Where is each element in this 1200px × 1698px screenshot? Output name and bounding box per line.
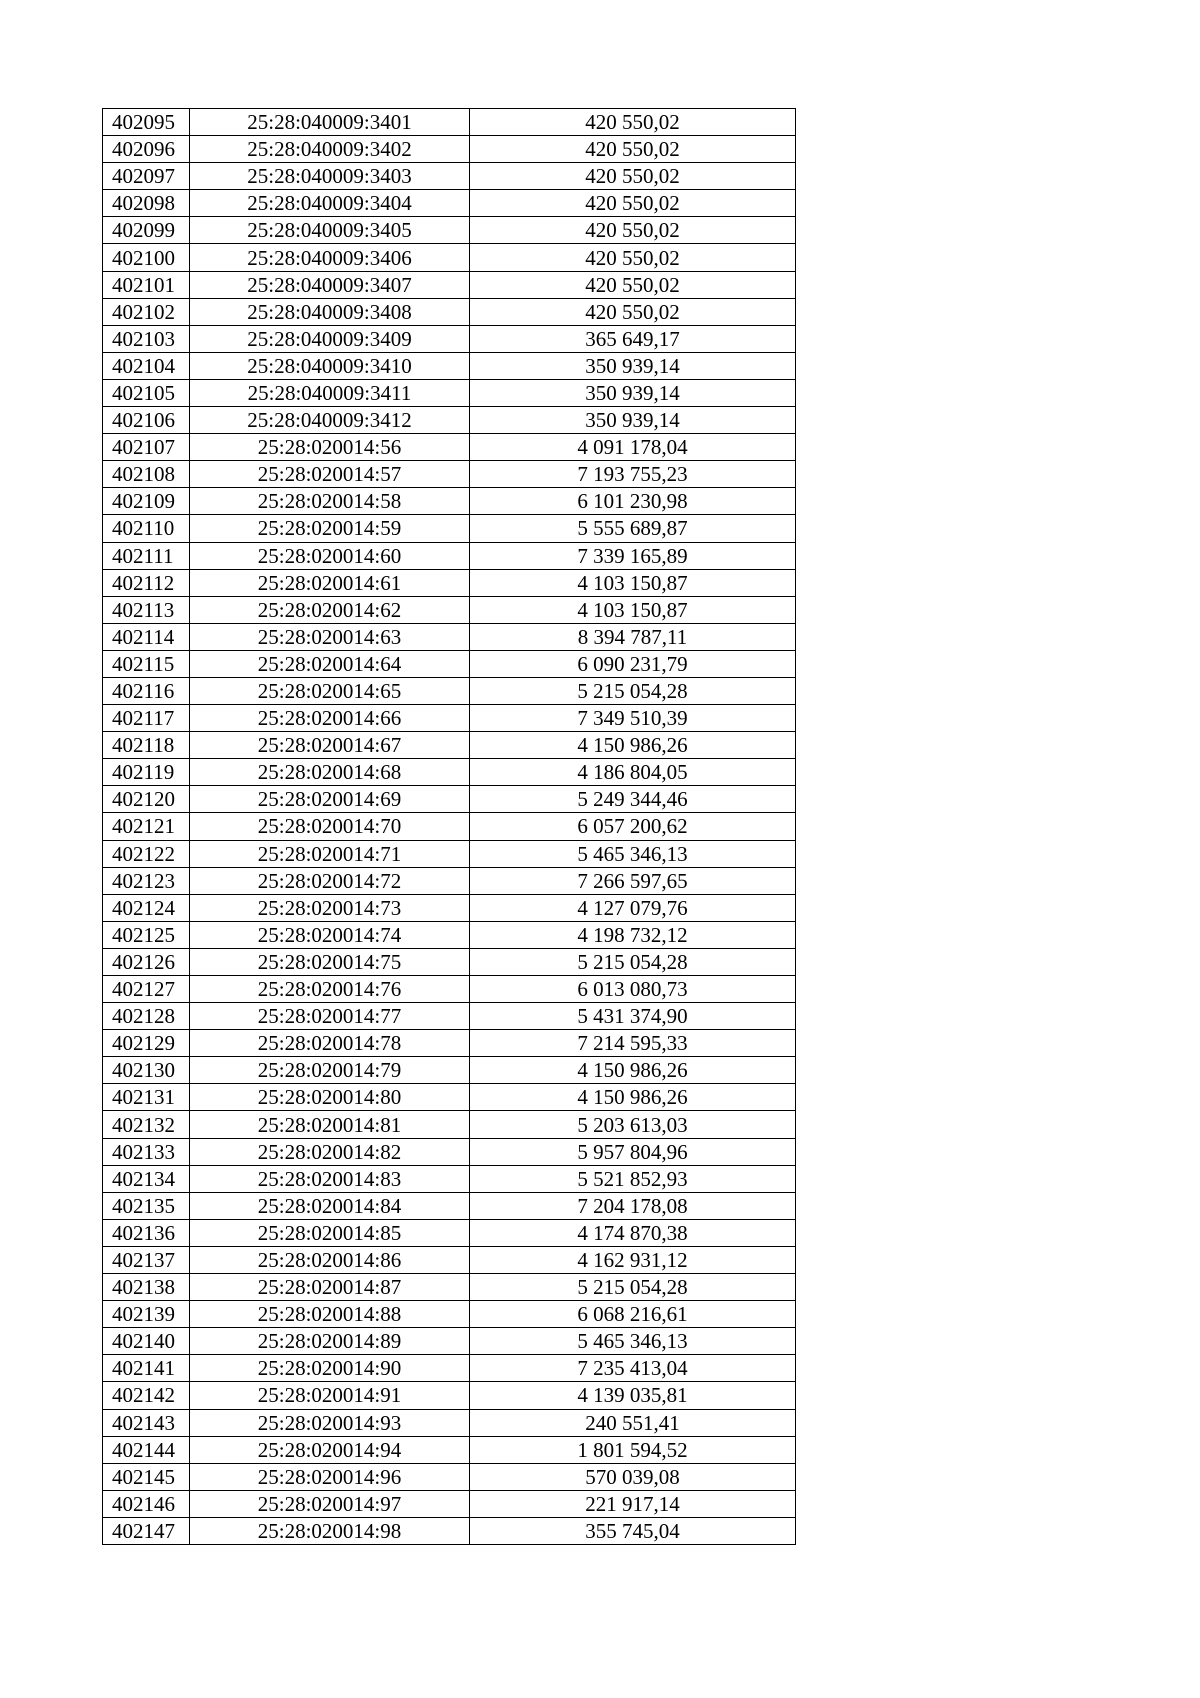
cadastral-number-cell: 25:28:020014:81: [190, 1111, 470, 1138]
cadastral-number-cell: 25:28:020014:71: [190, 840, 470, 867]
table-row: [103, 596, 796, 623]
table-row: [103, 1355, 796, 1382]
row-number-cell: 402147: [103, 1517, 190, 1544]
cadastral-number-cell: 25:28:020014:56: [190, 434, 470, 461]
row-number-cell: 402117: [103, 705, 190, 732]
row-number-cell: 402121: [103, 813, 190, 840]
cadastral-number-cell: 25:28:020014:63: [190, 623, 470, 650]
row-number-cell: 402123: [103, 867, 190, 894]
cadastral-number-cell: 25:28:020014:57: [190, 461, 470, 488]
table-row: [103, 650, 796, 677]
table-row: [103, 1138, 796, 1165]
row-number-cell: 402113: [103, 596, 190, 623]
row-number-cell: 402102: [103, 298, 190, 325]
table-row: [103, 488, 796, 515]
table-row: [103, 840, 796, 867]
cadastral-number-cell: 25:28:040009:3407: [190, 271, 470, 298]
cadastral-number-cell: 25:28:020014:72: [190, 867, 470, 894]
cadastral-number-cell: 25:28:020014:61: [190, 569, 470, 596]
row-number-cell: 402140: [103, 1328, 190, 1355]
cadastral-value-cell: 5 957 804,96: [470, 1138, 796, 1165]
table-row: [103, 109, 796, 136]
cadastral-value-cell: 5 555 689,87: [470, 515, 796, 542]
table-row: [103, 1436, 796, 1463]
row-number-cell: 402138: [103, 1274, 190, 1301]
cadastral-value-cell: 4 150 986,26: [470, 1084, 796, 1111]
row-number-cell: 402116: [103, 677, 190, 704]
cadastral-value-cell: 7 349 510,39: [470, 705, 796, 732]
cadastral-value-cell: 7 266 597,65: [470, 867, 796, 894]
table-row: [103, 163, 796, 190]
cadastral-value-cell: 6 090 231,79: [470, 650, 796, 677]
cadastral-number-cell: 25:28:020014:77: [190, 1003, 470, 1030]
cadastral-value-cell: 5 203 613,03: [470, 1111, 796, 1138]
cadastral-value-cell: 4 162 931,12: [470, 1246, 796, 1273]
table-row: [103, 894, 796, 921]
cadastral-number-cell: 25:28:020014:67: [190, 732, 470, 759]
cadastral-number-cell: 25:28:040009:3405: [190, 217, 470, 244]
row-number-cell: 402118: [103, 732, 190, 759]
table-row: [103, 379, 796, 406]
table-row: [103, 515, 796, 542]
table-row: [103, 136, 796, 163]
cadastral-value-cell: 1 801 594,52: [470, 1436, 796, 1463]
row-number-cell: 402133: [103, 1138, 190, 1165]
row-number-cell: 402108: [103, 461, 190, 488]
cadastral-value-cell: 4 150 986,26: [470, 732, 796, 759]
cadastral-value-cell: 365 649,17: [470, 325, 796, 352]
cadastral-value-cell: 5 215 054,28: [470, 948, 796, 975]
cadastral-number-cell: 25:28:020014:65: [190, 677, 470, 704]
row-number-cell: 402112: [103, 569, 190, 596]
cadastral-number-cell: 25:28:020014:84: [190, 1192, 470, 1219]
cadastral-number-cell: 25:28:020014:83: [190, 1165, 470, 1192]
row-number-cell: 402101: [103, 271, 190, 298]
table-row: [103, 948, 796, 975]
cadastral-value-cell: 570 039,08: [470, 1463, 796, 1490]
cadastral-value-cell: 6 101 230,98: [470, 488, 796, 515]
cadastral-number-cell: 25:28:020014:70: [190, 813, 470, 840]
cadastral-number-cell: 25:28:020014:90: [190, 1355, 470, 1382]
cadastral-value-cell: 420 550,02: [470, 217, 796, 244]
cadastral-number-cell: 25:28:040009:3412: [190, 407, 470, 434]
row-number-cell: 402145: [103, 1463, 190, 1490]
cadastral-value-cell: 5 215 054,28: [470, 677, 796, 704]
cadastral-number-cell: 25:28:020014:64: [190, 650, 470, 677]
cadastral-value-cell: 221 917,14: [470, 1490, 796, 1517]
row-number-cell: 402125: [103, 921, 190, 948]
row-number-cell: 402099: [103, 217, 190, 244]
row-number-cell: 402136: [103, 1219, 190, 1246]
table-row: [103, 244, 796, 271]
table-row: [103, 271, 796, 298]
table-row: [103, 1382, 796, 1409]
cadastral-value-cell: 4 127 079,76: [470, 894, 796, 921]
cadastral-number-cell: 25:28:020014:58: [190, 488, 470, 515]
cadastral-number-cell: 25:28:020014:91: [190, 1382, 470, 1409]
table-row: [103, 461, 796, 488]
cadastral-value-cell: 4 091 178,04: [470, 434, 796, 461]
cadastral-value-cell: 5 521 852,93: [470, 1165, 796, 1192]
cadastral-value-cell: 240 551,41: [470, 1409, 796, 1436]
row-number-cell: 402141: [103, 1355, 190, 1382]
table-row: [103, 1274, 796, 1301]
table-row: [103, 1328, 796, 1355]
cadastral-number-cell: 25:28:020014:93: [190, 1409, 470, 1436]
cadastral-number-cell: 25:28:020014:88: [190, 1301, 470, 1328]
row-number-cell: 402107: [103, 434, 190, 461]
cadastral-value-cell: 4 103 150,87: [470, 596, 796, 623]
row-number-cell: 402127: [103, 976, 190, 1003]
cadastral-value-cell: 5 431 374,90: [470, 1003, 796, 1030]
cadastral-value-cell: 4 150 986,26: [470, 1057, 796, 1084]
cadastral-number-cell: 25:28:040009:3409: [190, 325, 470, 352]
table-row: [103, 786, 796, 813]
table-row: [103, 1111, 796, 1138]
table-row: [103, 813, 796, 840]
cadastral-value-cell: 4 174 870,38: [470, 1219, 796, 1246]
table-row: [103, 569, 796, 596]
table-row: [103, 1165, 796, 1192]
row-number-cell: 402109: [103, 488, 190, 515]
cadastral-number-cell: 25:28:020014:89: [190, 1328, 470, 1355]
cadastral-value-cell: 7 339 165,89: [470, 542, 796, 569]
row-number-cell: 402130: [103, 1057, 190, 1084]
cadastral-value-cell: 420 550,02: [470, 271, 796, 298]
row-number-cell: 402128: [103, 1003, 190, 1030]
row-number-cell: 402142: [103, 1382, 190, 1409]
cadastral-value-cell: 5 465 346,13: [470, 840, 796, 867]
table-row: [103, 1084, 796, 1111]
table-row: [103, 352, 796, 379]
row-number-cell: 402132: [103, 1111, 190, 1138]
cadastral-number-cell: 25:28:020014:62: [190, 596, 470, 623]
table-row: [103, 1517, 796, 1544]
cadastral-value-cell: 4 186 804,05: [470, 759, 796, 786]
cadastral-value-cell: 350 939,14: [470, 352, 796, 379]
row-number-cell: 402115: [103, 650, 190, 677]
row-number-cell: 402100: [103, 244, 190, 271]
cadastral-value-cell: 8 394 787,11: [470, 623, 796, 650]
row-number-cell: 402114: [103, 623, 190, 650]
table-row: [103, 1490, 796, 1517]
cadastral-number-cell: 25:28:040009:3408: [190, 298, 470, 325]
cadastral-value-cell: 4 198 732,12: [470, 921, 796, 948]
table-row: [103, 1192, 796, 1219]
table-row: [103, 867, 796, 894]
cadastral-value-cell: 6 013 080,73: [470, 976, 796, 1003]
cadastral-value-cell: 6 057 200,62: [470, 813, 796, 840]
table-row: [103, 434, 796, 461]
cadastral-value-cell: 7 204 178,08: [470, 1192, 796, 1219]
table-row: [103, 732, 796, 759]
cadastral-number-cell: 25:28:020014:87: [190, 1274, 470, 1301]
cadastral-number-cell: 25:28:040009:3402: [190, 136, 470, 163]
cadastral-number-cell: 25:28:020014:74: [190, 921, 470, 948]
table-row: [103, 190, 796, 217]
table-row: [103, 217, 796, 244]
cadastral-number-cell: 25:28:020014:96: [190, 1463, 470, 1490]
cadastral-number-cell: 25:28:020014:60: [190, 542, 470, 569]
row-number-cell: 402111: [103, 542, 190, 569]
table-row: [103, 1219, 796, 1246]
table-row: [103, 921, 796, 948]
cadastral-number-cell: 25:28:040009:3411: [190, 379, 470, 406]
row-number-cell: 402146: [103, 1490, 190, 1517]
cadastral-value-cell: 420 550,02: [470, 244, 796, 271]
row-number-cell: 402144: [103, 1436, 190, 1463]
cadastral-number-cell: 25:28:040009:3410: [190, 352, 470, 379]
table-row: [103, 1030, 796, 1057]
row-number-cell: 402135: [103, 1192, 190, 1219]
cadastral-number-cell: 25:28:020014:80: [190, 1084, 470, 1111]
cadastral-number-cell: 25:28:020014:69: [190, 786, 470, 813]
cadastral-value-cell: 5 465 346,13: [470, 1328, 796, 1355]
table-row: [103, 1409, 796, 1436]
cadastral-value-cell: 420 550,02: [470, 298, 796, 325]
table-row: [103, 759, 796, 786]
table-row: [103, 976, 796, 1003]
row-number-cell: 402129: [103, 1030, 190, 1057]
cadastral-number-cell: 25:28:020014:82: [190, 1138, 470, 1165]
table-row: [103, 542, 796, 569]
cadastral-number-cell: 25:28:020014:66: [190, 705, 470, 732]
cadastral-value-cell: 4 103 150,87: [470, 569, 796, 596]
cadastral-number-cell: 25:28:020014:98: [190, 1517, 470, 1544]
row-number-cell: 402119: [103, 759, 190, 786]
row-number-cell: 402134: [103, 1165, 190, 1192]
cadastral-number-cell: 25:28:020014:78: [190, 1030, 470, 1057]
row-number-cell: 402124: [103, 894, 190, 921]
row-number-cell: 402097: [103, 163, 190, 190]
cadastral-value-cell: 6 068 216,61: [470, 1301, 796, 1328]
row-number-cell: 402104: [103, 352, 190, 379]
table-row: [103, 623, 796, 650]
row-number-cell: 402106: [103, 407, 190, 434]
cadastral-number-cell: 25:28:040009:3401: [190, 109, 470, 136]
table-row: [103, 1463, 796, 1490]
row-number-cell: 402126: [103, 948, 190, 975]
cadastral-value-cell: 7 235 413,04: [470, 1355, 796, 1382]
cadastral-number-cell: 25:28:020014:76: [190, 976, 470, 1003]
table-row: [103, 705, 796, 732]
table-row: [103, 1003, 796, 1030]
cadastral-number-cell: 25:28:020014:94: [190, 1436, 470, 1463]
cadastral-value-cell: 420 550,02: [470, 163, 796, 190]
row-number-cell: 402120: [103, 786, 190, 813]
cadastral-number-cell: 25:28:040009:3403: [190, 163, 470, 190]
row-number-cell: 402098: [103, 190, 190, 217]
row-number-cell: 402131: [103, 1084, 190, 1111]
table-row: [103, 1246, 796, 1273]
cadastral-number-cell: 25:28:040009:3406: [190, 244, 470, 271]
row-number-cell: 402143: [103, 1409, 190, 1436]
cadastral-number-cell: 25:28:020014:97: [190, 1490, 470, 1517]
cadastral-value-cell: 420 550,02: [470, 136, 796, 163]
row-number-cell: 402105: [103, 379, 190, 406]
cadastral-value-cell: 7 214 595,33: [470, 1030, 796, 1057]
cadastral-value-cell: 5 215 054,28: [470, 1274, 796, 1301]
cadastral-number-cell: 25:28:020014:75: [190, 948, 470, 975]
cadastral-number-cell: 25:28:020014:59: [190, 515, 470, 542]
cadastral-value-table: [102, 108, 796, 1545]
cadastral-value-cell: 4 139 035,81: [470, 1382, 796, 1409]
cadastral-value-cell: 420 550,02: [470, 109, 796, 136]
table-row: [103, 677, 796, 704]
row-number-cell: 402096: [103, 136, 190, 163]
row-number-cell: 402110: [103, 515, 190, 542]
row-number-cell: 402103: [103, 325, 190, 352]
row-number-cell: 402095: [103, 109, 190, 136]
cadastral-number-cell: 25:28:020014:85: [190, 1219, 470, 1246]
cadastral-number-cell: 25:28:020014:86: [190, 1246, 470, 1273]
table-row: [103, 407, 796, 434]
cadastral-value-cell: 355 745,04: [470, 1517, 796, 1544]
cadastral-value-cell: 350 939,14: [470, 379, 796, 406]
cadastral-value-cell: 350 939,14: [470, 407, 796, 434]
row-number-cell: 402137: [103, 1246, 190, 1273]
cadastral-number-cell: 25:28:020014:79: [190, 1057, 470, 1084]
cadastral-number-cell: 25:28:040009:3404: [190, 190, 470, 217]
table-row: [103, 1301, 796, 1328]
row-number-cell: 402122: [103, 840, 190, 867]
table-row: [103, 1057, 796, 1084]
cadastral-number-cell: 25:28:020014:73: [190, 894, 470, 921]
cadastral-number-cell: 25:28:020014:68: [190, 759, 470, 786]
table-row: [103, 298, 796, 325]
cadastral-value-cell: 420 550,02: [470, 190, 796, 217]
table-row: [103, 325, 796, 352]
cadastral-value-cell: 7 193 755,23: [470, 461, 796, 488]
cadastral-value-cell: 5 249 344,46: [470, 786, 796, 813]
row-number-cell: 402139: [103, 1301, 190, 1328]
table-body: [103, 109, 796, 1545]
